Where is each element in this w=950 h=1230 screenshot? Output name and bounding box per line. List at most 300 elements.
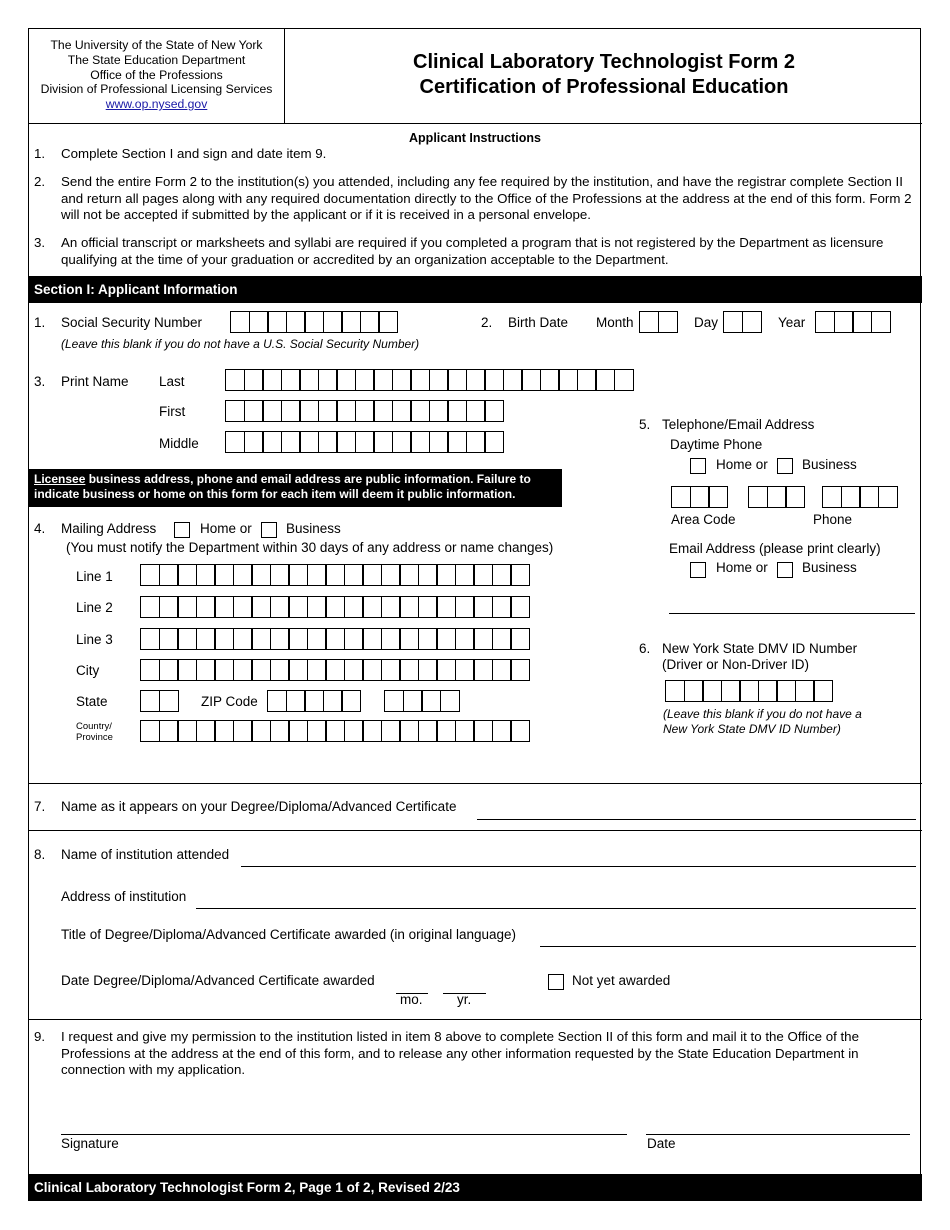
char-box[interactable] [473, 720, 493, 742]
char-box[interactable] [325, 659, 345, 681]
char-box[interactable] [473, 659, 493, 681]
char-box[interactable] [286, 311, 306, 333]
char-box[interactable] [742, 311, 762, 333]
dmv-label: New York State DMV ID Number [662, 641, 858, 656]
char-box[interactable] [307, 564, 327, 586]
institution-address-input-line[interactable] [196, 908, 916, 909]
char-box[interactable] [336, 369, 356, 391]
char-box[interactable] [244, 431, 264, 453]
char-box[interactable] [447, 431, 467, 453]
char-box[interactable] [403, 690, 423, 712]
char-box[interactable] [304, 690, 324, 712]
char-box[interactable] [307, 720, 327, 742]
char-box[interactable] [140, 720, 160, 742]
area-code-label: Area Code [671, 512, 736, 527]
char-box[interactable] [355, 431, 375, 453]
public-info-notice [28, 469, 562, 507]
char-box[interactable] [196, 659, 216, 681]
char-box[interactable] [440, 690, 460, 712]
char-box[interactable] [281, 400, 301, 422]
char-box[interactable] [418, 659, 438, 681]
char-box[interactable] [466, 400, 486, 422]
char-box[interactable] [304, 311, 324, 333]
char-box[interactable] [344, 564, 364, 586]
mailing-note: (You must notify the Department within 30 days of any address or name changes) [66, 540, 554, 555]
char-box[interactable] [859, 486, 879, 508]
instructions-heading: Applicant Instructions [409, 131, 541, 145]
char-box[interactable] [159, 720, 179, 742]
char-box[interactable] [418, 596, 438, 618]
char-box[interactable] [214, 596, 234, 618]
char-box[interactable] [381, 628, 401, 650]
char-box[interactable] [249, 311, 269, 333]
char-box[interactable] [577, 369, 597, 391]
char-box[interactable] [336, 431, 356, 453]
phone-line-input[interactable] [822, 486, 896, 508]
char-box[interactable] [410, 431, 430, 453]
char-box[interactable] [214, 659, 234, 681]
char-box[interactable] [159, 659, 179, 681]
form-title [286, 50, 922, 100]
char-box[interactable] [473, 628, 493, 650]
dmv-note [663, 707, 862, 737]
char-box[interactable] [418, 628, 438, 650]
char-box[interactable] [196, 628, 216, 650]
char-box[interactable] [436, 564, 456, 586]
item-num: 4. [34, 521, 46, 536]
char-box[interactable] [455, 720, 475, 742]
char-box[interactable] [455, 659, 475, 681]
institution-name-input-line[interactable] [241, 866, 916, 867]
char-box[interactable] [270, 564, 290, 586]
char-box[interactable] [447, 369, 467, 391]
char-box[interactable] [244, 369, 264, 391]
mailing-address-label: Mailing Address [61, 521, 157, 536]
char-box[interactable] [421, 690, 441, 712]
char-box[interactable] [341, 311, 361, 333]
char-box[interactable] [225, 369, 245, 391]
city-input[interactable] [140, 659, 529, 681]
permission-text: I request and give my permission to the institution listed in item 8 above to complete Section II of this form and mail it to the Office of the Professions at the address at the end of this form, and to release any other information requested by the State Education Department in connection with my application. [61, 1029, 859, 1078]
char-box[interactable] [484, 431, 504, 453]
char-box[interactable] [436, 596, 456, 618]
char-box[interactable] [214, 628, 234, 650]
item-num: 9. [34, 1029, 46, 1044]
degree-name-input-line[interactable] [477, 819, 916, 820]
char-box[interactable] [307, 596, 327, 618]
char-box[interactable] [323, 311, 343, 333]
char-box[interactable] [362, 659, 382, 681]
char-box[interactable] [748, 486, 768, 508]
char-box[interactable] [140, 690, 160, 712]
item-num: 8. [34, 847, 46, 862]
char-box[interactable] [739, 680, 759, 702]
char-box[interactable] [262, 431, 282, 453]
char-box[interactable] [307, 659, 327, 681]
date-input-line[interactable] [646, 1134, 910, 1135]
char-box[interactable] [214, 564, 234, 586]
char-box[interactable] [225, 431, 245, 453]
signature-label: Signature [61, 1136, 119, 1151]
char-box[interactable] [307, 628, 327, 650]
address-line2-input[interactable] [140, 596, 529, 618]
char-box[interactable] [177, 720, 197, 742]
char-box[interactable] [785, 486, 805, 508]
item-num: 6. [639, 641, 651, 656]
char-box[interactable] [373, 369, 393, 391]
char-box[interactable] [288, 659, 308, 681]
char-box[interactable] [436, 659, 456, 681]
email-input-line[interactable] [669, 613, 915, 614]
char-box[interactable] [362, 628, 382, 650]
dmv-note-line: (Leave this blank if you do not have a [663, 707, 862, 721]
char-box[interactable] [503, 369, 523, 391]
char-box[interactable] [878, 486, 898, 508]
mailing-business-checkbox[interactable] [261, 522, 277, 538]
not-yet-awarded-label: Not yet awarded [572, 973, 671, 988]
char-box[interactable] [466, 369, 486, 391]
degree-date-label: Date Degree/Diploma/Advanced Certificate awarded [61, 973, 375, 988]
char-box[interactable] [510, 659, 530, 681]
char-box[interactable] [410, 400, 430, 422]
char-box[interactable] [360, 311, 380, 333]
phone-business-label: Business [802, 457, 857, 472]
birth-year-input[interactable] [815, 311, 889, 333]
degree-title-input-line[interactable] [540, 946, 916, 947]
item-num: 5. [639, 417, 651, 432]
middle-name-label: Middle [159, 436, 199, 451]
last-name-input[interactable] [225, 369, 632, 391]
char-box[interactable] [418, 564, 438, 586]
char-box[interactable] [399, 564, 419, 586]
char-box[interactable] [225, 400, 245, 422]
country-label [76, 721, 113, 743]
char-box[interactable] [399, 720, 419, 742]
char-box[interactable] [270, 659, 290, 681]
dmv-id-input[interactable] [665, 680, 832, 702]
address-line1-input[interactable] [140, 564, 529, 586]
address-line3-input[interactable] [140, 628, 529, 650]
licensee-word: Licensee [34, 472, 86, 486]
website-link[interactable]: www.op.nysed.gov [105, 97, 208, 112]
agency-block [29, 38, 284, 112]
char-box[interactable] [344, 628, 364, 650]
notice-text: business address, phone and email address are public information. Failure to indicate business or home on this form for each item will deem it public information. [34, 472, 531, 501]
country-label-line: Country/ [76, 721, 112, 732]
title-line-2: Certification of Professional Education [419, 76, 789, 98]
char-box[interactable] [244, 400, 264, 422]
char-box[interactable] [159, 690, 179, 712]
char-box[interactable] [381, 659, 401, 681]
email-label: Email Address (please print clearly) [669, 541, 881, 556]
char-box[interactable] [140, 628, 160, 650]
email-home-checkbox[interactable] [690, 562, 706, 578]
char-box[interactable] [230, 311, 250, 333]
char-box[interactable] [558, 369, 578, 391]
month-label: mo. [400, 992, 423, 1007]
char-box[interactable] [436, 628, 456, 650]
line1-label: Line 1 [76, 569, 113, 584]
char-box[interactable] [510, 720, 530, 742]
char-box[interactable] [177, 659, 197, 681]
char-box[interactable] [399, 628, 419, 650]
char-box[interactable] [510, 596, 530, 618]
phone-business-checkbox[interactable] [777, 458, 793, 474]
char-box[interactable] [381, 720, 401, 742]
char-box[interactable] [473, 564, 493, 586]
birth-day-input[interactable] [723, 311, 760, 333]
item-num: 1. [34, 315, 46, 330]
char-box[interactable] [841, 486, 861, 508]
char-box[interactable] [140, 564, 160, 586]
char-box[interactable] [267, 311, 287, 333]
char-box[interactable] [492, 628, 512, 650]
email-business-checkbox[interactable] [777, 562, 793, 578]
ssn-note: (Leave this blank if you do not have a U.S. Social Security Number) [61, 337, 420, 351]
char-box[interactable] [834, 311, 854, 333]
char-box[interactable] [399, 596, 419, 618]
char-box[interactable] [299, 431, 319, 453]
ssn-label: Social Security Number [61, 315, 203, 330]
instruction-text: An official transcript or marksheets and syllabi are required if you completed a program that is not registered by the Department as licensure qualifying at the time of your graduation or accredited by an organization acceptable to the Department. [61, 235, 884, 267]
page-footer: Clinical Laboratory Technologist Form 2, Page 1 of 2, Revised 2/23 [28, 1174, 922, 1201]
char-box[interactable] [767, 486, 787, 508]
char-box[interactable] [671, 486, 691, 508]
char-box[interactable] [267, 690, 287, 712]
char-box[interactable] [344, 596, 364, 618]
char-box[interactable] [286, 690, 306, 712]
char-box[interactable] [639, 311, 659, 333]
char-box[interactable] [684, 680, 704, 702]
char-box[interactable] [233, 659, 253, 681]
instruction-num: 2. [34, 174, 46, 189]
state-input[interactable] [140, 690, 177, 712]
char-box[interactable] [381, 596, 401, 618]
char-box[interactable] [852, 311, 872, 333]
instruction-num: 1. [34, 146, 46, 161]
char-box[interactable] [521, 369, 541, 391]
char-box[interactable] [325, 720, 345, 742]
degree-name-label: Name as it appears on your Degree/Diploma/Advanced Certificate [61, 799, 457, 814]
char-box[interactable] [251, 596, 271, 618]
char-box[interactable] [196, 720, 216, 742]
char-box[interactable] [140, 659, 160, 681]
char-box[interactable] [140, 596, 160, 618]
char-box[interactable] [429, 431, 449, 453]
signature-input-line[interactable] [61, 1134, 627, 1135]
char-box[interactable] [510, 564, 530, 586]
char-box[interactable] [473, 596, 493, 618]
agency-line: The State Education Department [67, 52, 246, 67]
char-box[interactable] [510, 628, 530, 650]
char-box[interactable] [233, 720, 253, 742]
char-box[interactable] [492, 720, 512, 742]
city-label: City [76, 663, 100, 678]
char-box[interactable] [299, 400, 319, 422]
char-box[interactable] [325, 628, 345, 650]
char-box[interactable] [447, 400, 467, 422]
char-box[interactable] [318, 369, 338, 391]
char-box[interactable] [251, 659, 271, 681]
char-box[interactable] [318, 431, 338, 453]
agency-line: Division of Professional Licensing Services [40, 82, 273, 97]
char-box[interactable] [270, 596, 290, 618]
char-box[interactable] [177, 564, 197, 586]
section-1-title: Section I: Applicant Information [28, 276, 922, 303]
char-box[interactable] [492, 596, 512, 618]
char-box[interactable] [159, 596, 179, 618]
mailing-home-checkbox[interactable] [174, 522, 190, 538]
char-box[interactable] [233, 596, 253, 618]
char-box[interactable] [466, 431, 486, 453]
char-box[interactable] [429, 369, 449, 391]
section-divider [28, 830, 922, 831]
char-box[interactable] [373, 431, 393, 453]
char-box[interactable] [665, 680, 685, 702]
header-divider [284, 28, 285, 123]
char-box[interactable] [341, 690, 361, 712]
char-box[interactable] [262, 369, 282, 391]
birth-date-label: Birth Date [508, 315, 569, 330]
char-box[interactable] [595, 369, 615, 391]
char-box[interactable] [822, 486, 842, 508]
char-box[interactable] [362, 720, 382, 742]
char-box[interactable] [325, 564, 345, 586]
char-box[interactable] [288, 628, 308, 650]
char-box[interactable] [159, 564, 179, 586]
char-box[interactable] [614, 369, 634, 391]
char-box[interactable] [355, 369, 375, 391]
char-box[interactable] [492, 659, 512, 681]
char-box[interactable] [373, 400, 393, 422]
first-name-label: First [159, 404, 186, 419]
char-box[interactable] [288, 720, 308, 742]
char-box[interactable] [795, 680, 815, 702]
char-box[interactable] [177, 596, 197, 618]
char-box[interactable] [251, 628, 271, 650]
char-box[interactable] [270, 720, 290, 742]
degree-title-label: Title of Degree/Diploma/Advanced Certificate awarded (in original language) [61, 927, 516, 942]
first-name-input[interactable] [225, 400, 503, 422]
not-yet-awarded-checkbox[interactable] [548, 974, 564, 990]
char-box[interactable] [362, 564, 382, 586]
zip-ext-input[interactable] [384, 690, 458, 712]
char-box[interactable] [196, 596, 216, 618]
line3-label: Line 3 [76, 632, 113, 647]
char-box[interactable] [251, 720, 271, 742]
char-box[interactable] [410, 369, 430, 391]
char-box[interactable] [251, 564, 271, 586]
middle-name-input[interactable] [225, 431, 503, 453]
char-box[interactable] [392, 369, 412, 391]
char-box[interactable] [702, 680, 722, 702]
title-line-1: Clinical Laboratory Technologist Form 2 [413, 51, 795, 73]
char-box[interactable] [815, 311, 835, 333]
section-divider [28, 1019, 922, 1020]
zip-label: ZIP Code [201, 694, 258, 709]
char-box[interactable] [288, 596, 308, 618]
country-input[interactable] [140, 720, 529, 742]
char-box[interactable] [233, 628, 253, 650]
dmv-note-line: New York State DMV ID Number) [663, 722, 841, 736]
area-code-input[interactable] [671, 486, 727, 508]
char-box[interactable] [384, 690, 404, 712]
char-box[interactable] [455, 596, 475, 618]
char-box[interactable] [336, 400, 356, 422]
char-box[interactable] [455, 564, 475, 586]
char-box[interactable] [708, 486, 728, 508]
email-business-label: Business [802, 560, 857, 575]
char-box[interactable] [455, 628, 475, 650]
phone-email-label: Telephone/Email Address [662, 417, 815, 432]
char-box[interactable] [378, 311, 398, 333]
char-box[interactable] [418, 720, 438, 742]
char-box[interactable] [813, 680, 833, 702]
char-box[interactable] [484, 400, 504, 422]
char-box[interactable] [344, 720, 364, 742]
phone-home-checkbox[interactable] [690, 458, 706, 474]
agency-line: Office of the Professions [90, 67, 223, 82]
institution-address-label: Address of institution [61, 889, 187, 904]
char-box[interactable] [299, 369, 319, 391]
char-box[interactable] [658, 311, 678, 333]
char-box[interactable] [325, 596, 345, 618]
char-box[interactable] [288, 564, 308, 586]
char-box[interactable] [233, 564, 253, 586]
char-box[interactable] [392, 400, 412, 422]
char-box[interactable] [262, 400, 282, 422]
char-box[interactable] [399, 659, 419, 681]
char-box[interactable] [721, 680, 741, 702]
char-box[interactable] [392, 431, 412, 453]
char-box[interactable] [281, 369, 301, 391]
char-box[interactable] [355, 400, 375, 422]
char-box[interactable] [281, 431, 301, 453]
date-label: Date [647, 1136, 676, 1151]
char-box[interactable] [484, 369, 504, 391]
char-box[interactable] [196, 564, 216, 586]
char-box[interactable] [492, 564, 512, 586]
institution-name-label: Name of institution attended [61, 847, 230, 862]
char-box[interactable] [159, 628, 179, 650]
zip-input[interactable] [267, 690, 360, 712]
birth-day-label: Day [694, 315, 719, 330]
last-name-label: Last [159, 374, 185, 389]
char-box[interactable] [429, 400, 449, 422]
char-box[interactable] [436, 720, 456, 742]
char-box[interactable] [690, 486, 710, 508]
char-box[interactable] [723, 311, 743, 333]
char-box[interactable] [540, 369, 560, 391]
char-box[interactable] [270, 628, 290, 650]
char-box[interactable] [871, 311, 891, 333]
char-box[interactable] [381, 564, 401, 586]
phone-prefix-input[interactable] [748, 486, 804, 508]
char-box[interactable] [776, 680, 796, 702]
ssn-input[interactable] [230, 311, 397, 333]
char-box[interactable] [214, 720, 234, 742]
char-box[interactable] [758, 680, 778, 702]
year-label: yr. [457, 992, 472, 1007]
email-home-label: Home or [716, 560, 768, 575]
char-box[interactable] [323, 690, 343, 712]
char-box[interactable] [362, 596, 382, 618]
char-box[interactable] [318, 400, 338, 422]
item-num: 3. [34, 374, 46, 389]
char-box[interactable] [344, 659, 364, 681]
char-box[interactable] [177, 628, 197, 650]
birth-month-input[interactable] [639, 311, 676, 333]
